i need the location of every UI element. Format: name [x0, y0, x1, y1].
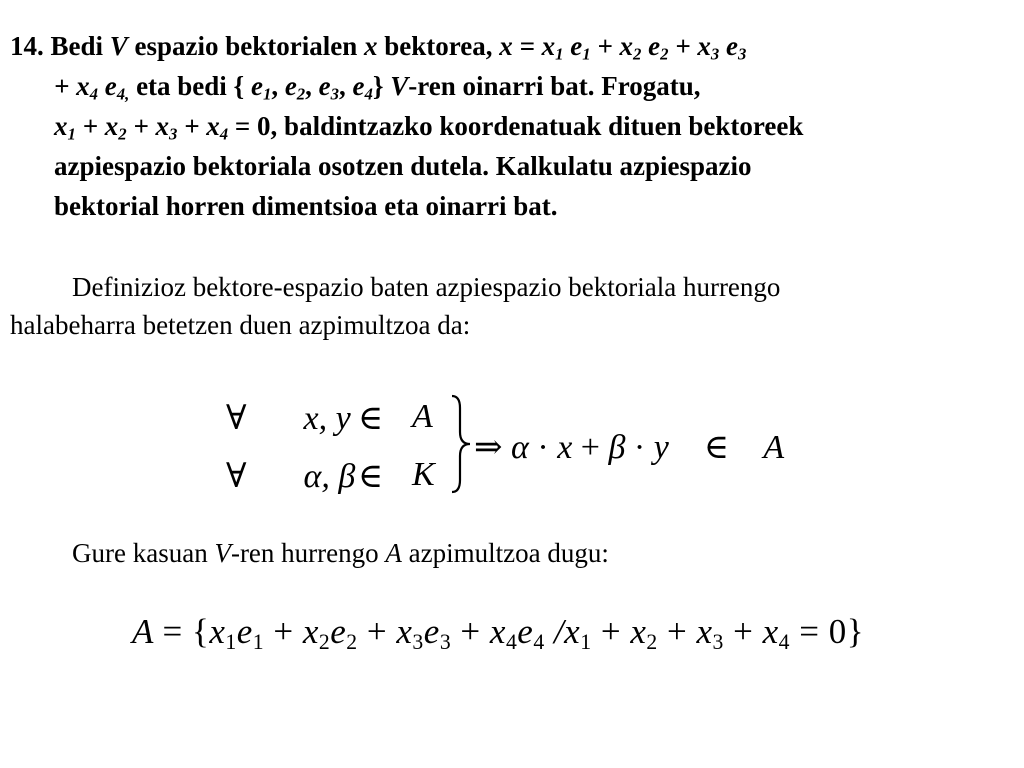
- text: x: [396, 612, 413, 651]
- text: x: [54, 111, 68, 141]
- text: ,: [305, 71, 312, 101]
- var-V: V: [214, 538, 231, 568]
- text: A: [132, 612, 154, 651]
- text: e: [104, 71, 117, 101]
- text: azpimultzoa dugu:: [408, 538, 609, 568]
- subscript: 3: [330, 84, 340, 104]
- subscript: 1: [262, 84, 272, 104]
- text: + x: [597, 31, 634, 61]
- subscript: 4: [505, 630, 518, 655]
- subscript: 2: [646, 630, 658, 655]
- problem-number: 14.: [10, 31, 44, 61]
- subscript: 4: [89, 84, 99, 104]
- text: 0: [828, 612, 847, 651]
- text: A: [763, 429, 785, 466]
- text: =: [799, 612, 820, 651]
- text: +: [273, 612, 294, 651]
- problem-statement: [10, 26, 803, 226]
- condition-row-1: [226, 398, 351, 438]
- text: ,: [339, 71, 346, 101]
- text: y: [653, 429, 669, 466]
- problem-line-2: [10, 66, 803, 106]
- text: x: [762, 612, 779, 651]
- text: + x: [133, 111, 170, 141]
- subscript: 1: [67, 124, 76, 144]
- implication: [474, 427, 784, 467]
- text: e: [330, 612, 347, 651]
- text: =: [162, 612, 183, 651]
- text: bektorea,: [384, 31, 493, 61]
- text: +: [580, 429, 600, 466]
- definition-line-1: Definizioz bektore-espazio baten azpiespazio bektoriala hurrengo: [72, 272, 781, 302]
- text: e: [284, 71, 297, 101]
- implies-symbol: ⇒: [474, 429, 503, 466]
- text: e: [423, 612, 440, 651]
- subspace-condition: [226, 398, 786, 498]
- subscript: 1: [555, 44, 564, 64]
- subscript: 4,: [116, 84, 130, 104]
- text: x = x: [499, 31, 556, 61]
- subscript: 2: [296, 84, 306, 104]
- forall-symbol: ∀: [226, 400, 247, 437]
- text: espazio bektorialen: [134, 31, 358, 61]
- text: eta bedi {: [136, 71, 245, 101]
- subscript: 3: [738, 44, 747, 64]
- subscript: 3: [412, 630, 424, 655]
- problem-line-4: azpiespazio bektoriala osotzen dutela. Kalkulatu azpiespazio: [54, 151, 752, 181]
- subscript: 2: [633, 44, 642, 64]
- problem-line-3: [10, 106, 803, 146]
- text: ·: [537, 429, 549, 466]
- text: -ren hurrengo: [230, 538, 379, 568]
- text: {: [192, 612, 210, 651]
- text: +: [666, 612, 688, 651]
- subscript: 1: [225, 630, 237, 655]
- text: e: [352, 71, 365, 101]
- vector-expansion: [499, 31, 747, 64]
- text: ,: [271, 71, 279, 101]
- text: x: [209, 612, 226, 651]
- var-x: x: [364, 31, 378, 61]
- set-symbol: A: [412, 398, 433, 435]
- text: x: [696, 612, 713, 651]
- text: e: [648, 31, 661, 61]
- text: +: [733, 612, 754, 651]
- subscript: 4: [533, 630, 545, 655]
- text: }: [846, 612, 865, 651]
- var-A: A: [385, 538, 402, 568]
- subscript: 2: [118, 124, 127, 144]
- text: β: [608, 429, 626, 466]
- subscript: 4: [364, 84, 373, 104]
- text: x: [630, 612, 647, 651]
- text: = 0, baldintzazko koordenatuak dituen bektoreek: [234, 111, 804, 141]
- text: -ren oinarri bat. Frogatu,: [408, 71, 701, 101]
- text: x: [489, 612, 506, 651]
- forall-symbol: ∀: [226, 458, 247, 495]
- subscript: 3: [710, 44, 720, 64]
- right-brace: [450, 394, 474, 494]
- text: e: [726, 31, 739, 61]
- element-of-symbol: ∈: [358, 458, 384, 495]
- text: e: [236, 612, 253, 651]
- text: + x: [184, 111, 220, 141]
- text: Gure kasuan: [72, 538, 208, 568]
- text: x: [564, 612, 581, 651]
- text: }: [372, 71, 384, 101]
- text: +: [366, 612, 388, 651]
- subscript: 1: [580, 630, 592, 655]
- set-symbol: K: [412, 456, 435, 493]
- text: + x: [675, 31, 711, 61]
- subscript: 4: [778, 630, 790, 655]
- subscript: 2: [346, 630, 358, 655]
- text: +: [600, 612, 622, 651]
- text: ·: [633, 429, 646, 466]
- set-definition: [132, 612, 865, 655]
- subscript: 2: [660, 44, 669, 64]
- subscript: 1: [582, 44, 591, 64]
- subscript: 3: [712, 630, 724, 655]
- subscript: 3: [169, 124, 178, 144]
- text: e: [570, 31, 583, 61]
- text: /: [553, 612, 565, 651]
- condition-vars: x, y: [303, 400, 351, 437]
- var-V: V: [109, 31, 128, 61]
- definition-paragraph: [10, 268, 780, 344]
- text: +: [460, 612, 481, 651]
- subscript: 3: [439, 630, 452, 655]
- definition-line-2: halabeharra betetzen duen azpimultzoa da:: [10, 310, 471, 340]
- var-V: V: [390, 71, 409, 101]
- text: + x: [54, 71, 90, 101]
- text: e: [250, 71, 263, 101]
- text: x: [557, 429, 573, 466]
- subscript: 4: [219, 124, 229, 144]
- text: α: [511, 429, 529, 466]
- problem-line-1: [10, 26, 803, 66]
- subscript: 1: [252, 630, 265, 655]
- text: x: [302, 612, 319, 651]
- element-of-symbol: ∈: [358, 400, 384, 437]
- text: e: [318, 71, 331, 101]
- text: e: [517, 612, 534, 651]
- text: + x: [82, 111, 119, 141]
- subscript: 2: [318, 630, 331, 655]
- text: Bedi: [50, 31, 104, 61]
- condition-row-2: [226, 456, 355, 496]
- case-line: [72, 534, 609, 572]
- condition-vars: α, β: [303, 458, 356, 495]
- problem-line-5: bektorial horren dimentsioa eta oinarri bat.: [54, 191, 558, 221]
- text: ∈: [703, 429, 729, 466]
